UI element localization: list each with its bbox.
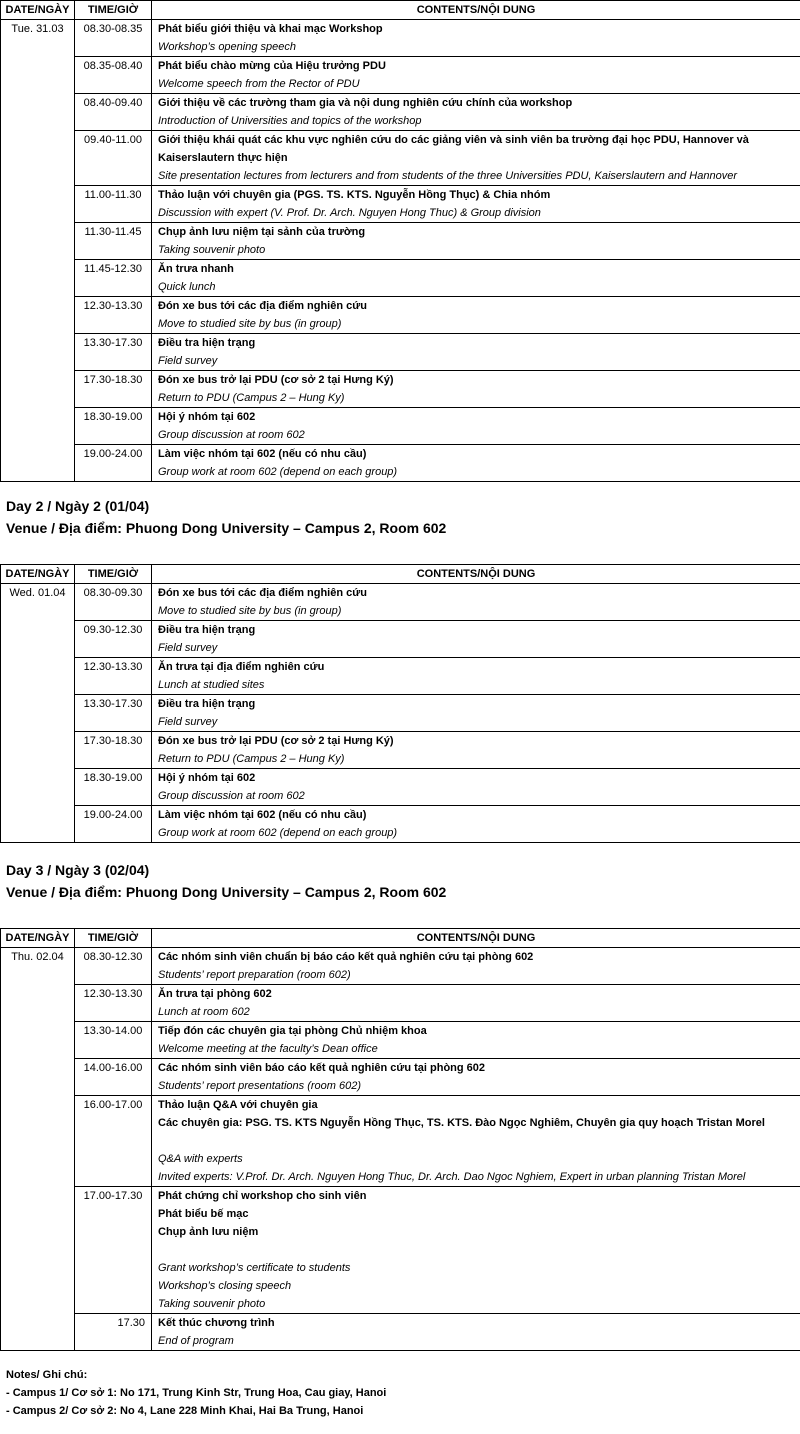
date-cell: Tue. 31.03: [1, 20, 75, 482]
vietnamese-text: Các chuyên gia: PSG. TS. KTS Nguyễn Hồng Thục, TS. KTS. Đào Ngọc Nghiêm, Chuyên gia quy hoạch Tristan Morel: [158, 1117, 765, 1129]
header-time: TIME/GIỜ: [75, 929, 152, 948]
schedule-row: [1, 658, 800, 695]
schedule-row: [1, 769, 800, 806]
english-text: Introduction of Universities and topics of the workshop: [158, 115, 422, 127]
vietnamese-text: Chụp ảnh lưu niệm tại sảnh của trường: [158, 226, 366, 238]
time-cell: [75, 769, 152, 806]
schedule-row: [1, 1059, 800, 1096]
time-cell: [75, 223, 152, 260]
schedule-row: [1, 334, 800, 371]
contents-cell: [152, 260, 800, 297]
time-cell: [75, 371, 152, 408]
header-date: DATE/NGÀY: [1, 1, 75, 20]
english-text: Move to studied site by bus (in group): [158, 318, 342, 330]
time-cell: [75, 732, 152, 769]
vietnamese-text: Đón xe bus trở lại PDU (cơ sở 2 tại Hưng Ký): [158, 735, 394, 747]
english-text: Invited experts: V.Prof. Dr. Arch. Nguyen Hong Thuc, Dr. Arch. Dao Ngoc Nghiem, Expert in urban planning Tristan Morel: [158, 1171, 746, 1183]
vietnamese-text: Đón xe bus tới các địa điểm nghiên cứu: [158, 587, 367, 599]
contents-cell: [152, 223, 800, 260]
contents-cell: [152, 1277, 800, 1314]
english-text: Workshop’s closing speech: [158, 1280, 292, 1292]
schedule-row: [1, 149, 800, 186]
time-cell: [75, 57, 152, 94]
schedule-row: [1, 584, 800, 621]
vietnamese-text: Phát chứng chỉ workshop cho sinh viên: [158, 1190, 367, 1202]
english-text: [158, 1241, 800, 1259]
contents-cell: [152, 1187, 800, 1278]
time-label: 17.00-17.30: [83, 1190, 143, 1202]
english-text: Field survey: [158, 716, 218, 728]
schedule-row: [1, 713, 800, 732]
contents-cell: [152, 658, 800, 695]
header-contents: CONTENTS/NỘI DUNG: [152, 565, 800, 584]
vietnamese-text: Thảo luận Q&A với chuyên gia: [158, 1099, 318, 1111]
header-row: [1, 565, 800, 584]
schedule-row: [1, 1187, 800, 1278]
header-row: [1, 929, 800, 948]
time-cell: [75, 713, 152, 732]
vietnamese-text: Phát biểu giới thiệu và khai mạc Workshop: [158, 23, 383, 35]
vietnamese-text: Giới thiệu về các trường tham gia và nội dung nghiên cứu chính của workshop: [158, 97, 573, 109]
english-text: Grant workshop’s certificate to students: [158, 1262, 351, 1274]
time-cell: [75, 1059, 152, 1096]
english-text: Workshop’s opening speech: [158, 41, 296, 53]
time-label: 19.00-24.00: [83, 809, 143, 821]
schedule-row: [1, 408, 800, 445]
vietnamese-text: Làm việc nhóm tại 602 (nếu có nhu cầu): [158, 809, 367, 821]
schedule-row: [1, 1277, 800, 1314]
time-label: 11.00-11.30: [84, 189, 142, 201]
day3-venue: Venue / Địa điểm: Phuong Dong University – Campus 2, Room 602: [6, 884, 447, 900]
english-text: Lunch at room 602: [158, 1006, 250, 1018]
schedule-row: [1, 1022, 800, 1059]
time-label: 13.30-14.00: [83, 1025, 143, 1037]
english-text: Group discussion at room 602: [158, 429, 305, 441]
day3-schedule-table: [0, 928, 800, 1351]
vietnamese-text: Giới thiệu khái quát các khu vực nghiên cứu do các giảng viên và sinh viên ba trường đại học PDU, Hannover và: [158, 134, 749, 146]
english-text: Q&A with experts: [158, 1153, 243, 1165]
english-text: Group work at room 602 (depend on each group): [158, 827, 398, 839]
english-text: Return to PDU (Campus 2 – Hung Ky): [158, 392, 345, 404]
schedule-row: [1, 57, 800, 94]
contents-cell: [152, 20, 800, 57]
schedule-row: [1, 94, 800, 131]
header-time: TIME/GIỜ: [75, 1, 152, 20]
vietnamese-text: Đón xe bus trở lại PDU (cơ sở 2 tại Hưng Ký): [158, 374, 394, 386]
vietnamese-text: Phát biểu chào mừng của Hiệu trưởng PDU: [158, 60, 386, 72]
time-label: [75, 1277, 151, 1295]
day2-schedule-table: [0, 564, 800, 843]
contents-cell: [152, 186, 800, 223]
english-text: Students’ report presentations (room 602): [158, 1080, 362, 1092]
time-cell: [75, 621, 152, 658]
vietnamese-text: Phát biểu bế mạc: [158, 1208, 249, 1220]
schedule-row: [1, 732, 800, 769]
schedule-row: [1, 1096, 800, 1187]
time-cell: [75, 1277, 152, 1314]
header-contents: CONTENTS/NỘI DUNG: [152, 929, 800, 948]
time-cell: [75, 1187, 152, 1278]
notes-campus-1: - Campus 1/ Cơ sở 1: No 171, Trung Kinh Str, Trung Hoa, Cau giay, Hanoi: [6, 1387, 387, 1399]
time-cell: [75, 1314, 152, 1351]
english-text: Move to studied site by bus (in group): [158, 605, 342, 617]
vietnamese-text: Ăn trưa nhanh: [158, 263, 234, 275]
vietnamese-text: Điều tra hiện trạng: [158, 337, 256, 349]
time-cell: [75, 149, 152, 186]
schedule-row: [1, 621, 800, 658]
contents-cell: [152, 732, 800, 769]
time-label: 08.40-09.40: [83, 97, 143, 109]
time-label: 14.00-16.00: [83, 1062, 143, 1074]
time-label: 09.30-12.30: [83, 624, 143, 636]
contents-cell: [152, 713, 800, 732]
english-text: Group discussion at room 602: [158, 790, 305, 802]
notes-title: Notes/ Ghi chú:: [6, 1369, 88, 1381]
vietnamese-text: Các nhóm sinh viên báo cáo kết quả nghiên cứu tại phòng 602: [158, 1062, 486, 1074]
time-cell: [75, 584, 152, 621]
time-label: 13.30-17.30: [83, 337, 143, 349]
day3-title: Day 3 / Ngày 3 (02/04): [6, 862, 150, 878]
day2-title: Day 2 / Ngày 2 (01/04): [6, 498, 150, 514]
vietnamese-text: Kết thúc chương trình: [158, 1317, 275, 1329]
vietnamese-text: Chụp ảnh lưu niệm: [158, 1226, 259, 1238]
english-text: Welcome meeting at the faculty’s Dean office: [158, 1043, 378, 1055]
time-label: 08.30-12.30: [83, 951, 143, 963]
contents-cell: [152, 806, 800, 843]
schedule-row: [1, 131, 800, 150]
english-text: Students’ report preparation (room 602): [158, 969, 351, 981]
day1-schedule-table: [0, 0, 800, 482]
contents-cell: [152, 948, 800, 985]
contents-cell: [152, 371, 800, 408]
time-cell: [75, 334, 152, 371]
english-text: Taking souvenir photo: [158, 1298, 266, 1310]
time-label: 08.30-08.35: [83, 23, 143, 35]
contents-cell: [152, 695, 800, 714]
vietnamese-text: Kaiserslautern thực hiện: [158, 152, 288, 164]
schedule-row: [1, 695, 800, 714]
time-label: 17.30-18.30: [83, 735, 143, 747]
time-cell: [75, 695, 152, 714]
contents-cell: [152, 1096, 800, 1187]
time-cell: [75, 408, 152, 445]
time-label: 11.45-12.30: [84, 263, 142, 275]
time-cell: [75, 94, 152, 131]
time-label: [75, 149, 151, 167]
english-text: Group work at room 602 (depend on each group): [158, 466, 398, 478]
vietnamese-text: Ăn trưa tại địa điểm nghiên cứu: [158, 661, 325, 673]
contents-cell: [152, 445, 800, 482]
english-text: [158, 1132, 800, 1150]
vietnamese-text: Tiếp đón các chuyên gia tại phòng Chủ nhiệm khoa: [158, 1025, 427, 1037]
time-label: 18.30-19.00: [83, 772, 143, 784]
english-text: End of program: [158, 1335, 234, 1347]
english-text: Field survey: [158, 642, 218, 654]
schedule-row: [1, 371, 800, 408]
schedule-row: [1, 297, 800, 334]
time-label: 16.00-17.00: [83, 1099, 143, 1111]
time-cell: [75, 131, 152, 150]
contents-cell: [152, 769, 800, 806]
contents-cell: [152, 408, 800, 445]
time-label: 19.00-24.00: [83, 448, 143, 460]
vietnamese-text: Hội ý nhóm tại 602: [158, 772, 256, 784]
day2-venue: Venue / Địa điểm: Phuong Dong University – Campus 2, Room 602: [6, 520, 447, 536]
vietnamese-text: Các nhóm sinh viên chuẩn bị báo cáo kết quả nghiên cứu tại phòng 602: [158, 951, 534, 963]
vietnamese-text: Hội ý nhóm tại 602: [158, 411, 256, 423]
contents-cell: [152, 621, 800, 658]
time-cell: [75, 260, 152, 297]
time-label: 17.30-18.30: [83, 374, 143, 386]
time-label: 12.30-13.30: [83, 988, 143, 1000]
contents-cell: [152, 131, 800, 150]
time-label: 12.30-13.30: [83, 300, 143, 312]
time-cell: [75, 186, 152, 223]
time-cell: [75, 20, 152, 57]
vietnamese-text: Làm việc nhóm tại 602 (nếu có nhu cầu): [158, 448, 367, 460]
date-cell: Wed. 01.04: [1, 584, 75, 843]
time-cell: [75, 297, 152, 334]
time-label: 09.40-11.00: [84, 134, 142, 146]
contents-cell: [152, 297, 800, 334]
schedule-row: [1, 1314, 800, 1351]
schedule-row: [1, 260, 800, 297]
english-text: Return to PDU (Campus 2 – Hung Ky): [158, 753, 345, 765]
english-text: Taking souvenir photo: [158, 244, 266, 256]
vietnamese-text: Đón xe bus tới các địa điểm nghiên cứu: [158, 300, 367, 312]
time-cell: [75, 806, 152, 843]
time-label: 08.30-09.30: [83, 587, 143, 599]
english-text: Quick lunch: [158, 281, 216, 293]
schedule-row: [1, 806, 800, 843]
time-label: 12.30-13.30: [83, 661, 143, 673]
time-label: 11.30-11.45: [84, 226, 142, 238]
time-cell: [75, 1096, 152, 1187]
header-time: TIME/GIỜ: [75, 565, 152, 584]
contents-cell: [152, 985, 800, 1022]
english-text: Discussion with expert (V. Prof. Dr. Arch. Nguyen Hong Thuc) & Group division: [158, 207, 541, 219]
contents-cell: [152, 1059, 800, 1096]
contents-cell: [152, 334, 800, 371]
contents-cell: [152, 57, 800, 94]
time-cell: [75, 658, 152, 695]
time-label: 18.30-19.00: [83, 411, 143, 423]
contents-cell: [152, 1314, 800, 1351]
contents-cell: [152, 149, 800, 186]
schedule-row: [1, 186, 800, 223]
contents-cell: [152, 94, 800, 131]
time-cell: [75, 1022, 152, 1059]
time-label: 17.30: [117, 1317, 145, 1329]
time-cell: [75, 445, 152, 482]
time-cell: [75, 985, 152, 1022]
contents-cell: [152, 584, 800, 621]
vietnamese-text: Ăn trưa tại phòng 602: [158, 988, 272, 1000]
schedule-row: [1, 985, 800, 1022]
header-row: [1, 1, 800, 20]
schedule-row: [1, 445, 800, 482]
vietnamese-text: Điều tra hiện trạng: [158, 624, 256, 636]
vietnamese-text: Thảo luận với chuyên gia (PGS. TS. KTS. Nguyễn Hồng Thục) & Chia nhóm: [158, 189, 551, 201]
english-text: Field survey: [158, 355, 218, 367]
time-label: [75, 713, 151, 731]
time-label: 13.30-17.30: [83, 698, 143, 710]
schedule-row: [1, 948, 800, 985]
header-date: DATE/NGÀY: [1, 929, 75, 948]
header-date: DATE/NGÀY: [1, 565, 75, 584]
english-text: Lunch at studied sites: [158, 679, 265, 691]
schedule-row: [1, 20, 800, 57]
header-contents: CONTENTS/NỘI DUNG: [152, 1, 800, 20]
time-label: 08.35-08.40: [83, 60, 143, 72]
contents-cell: [152, 1022, 800, 1059]
english-text: Site presentation lectures from lecturers and from students of the three Universities PDU, Kaiserslautern and Hannover: [158, 170, 737, 182]
notes-campus-2: - Campus 2/ Cơ sở 2: No 4, Lane 228 Minh Khai, Hai Ba Trung, Hanoi: [6, 1405, 364, 1417]
schedule-row: [1, 223, 800, 260]
vietnamese-text: Điều tra hiện trạng: [158, 698, 256, 710]
english-text: Welcome speech from the Rector of PDU: [158, 78, 360, 90]
time-cell: [75, 948, 152, 985]
date-cell: Thu. 02.04: [1, 948, 75, 1351]
